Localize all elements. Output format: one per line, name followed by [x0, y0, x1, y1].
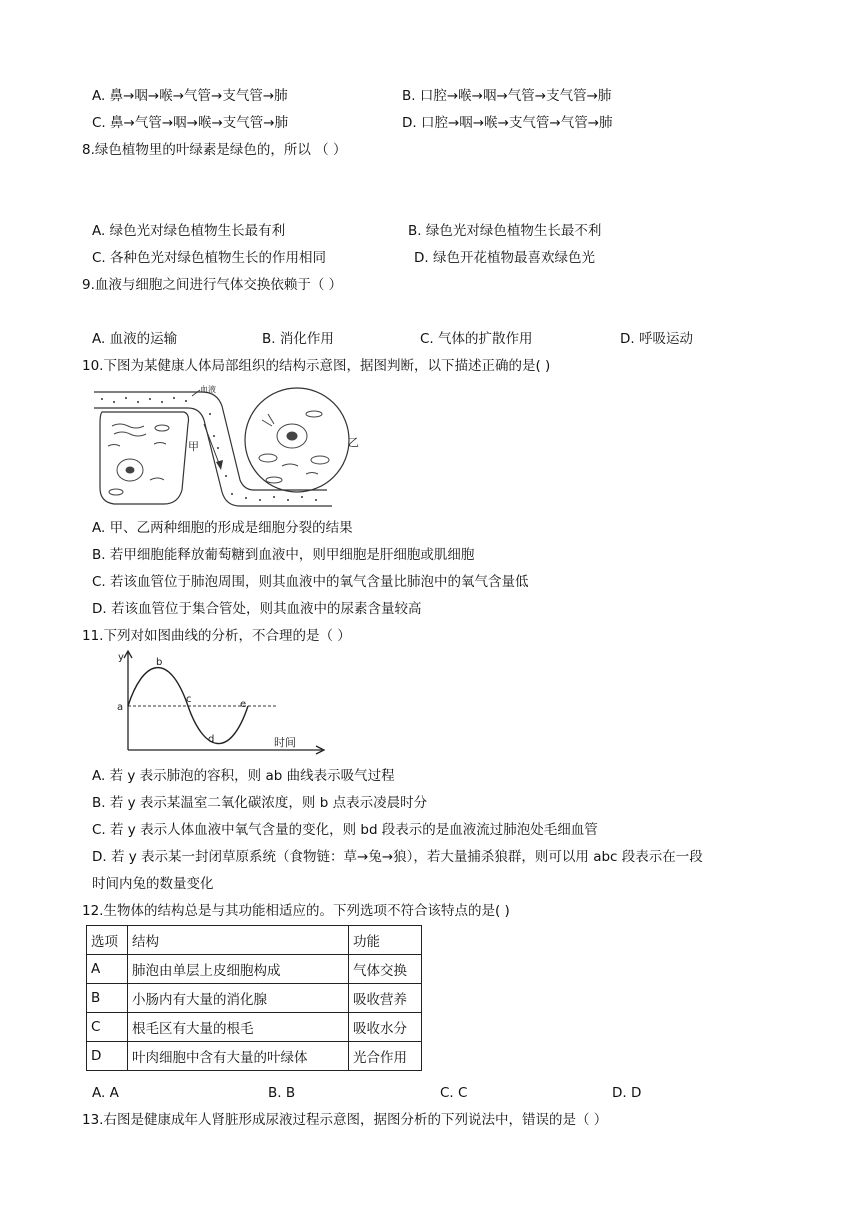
table-cell: 吸收营养 [349, 984, 422, 1013]
q8-option-b: B. 绿色光对绿色植物生长最不利 [408, 223, 602, 239]
q9-option-d: D. 呼吸运动 [620, 331, 693, 347]
q7-option-a: A. 鼻→咽→喉→气管→支气管→肺 [92, 88, 288, 104]
table-cell: 根毛区有大量的根毛 [128, 1013, 349, 1042]
q9-option-c: C. 气体的扩散作用 [420, 331, 533, 347]
q10-stem: 10.下图为某健康人体局部组织的结构示意图，据图判断，以下描述正确的是( ) [82, 358, 551, 374]
q12-option-d: D. D [612, 1085, 642, 1101]
q12-option-c: C. C [440, 1085, 468, 1101]
q9-stem: 9.血液与细胞之间进行气体交换依赖于（ ） [82, 277, 343, 293]
q11-option-a: A. 若 y 表示肺泡的容积，则 ab 曲线表示吸气过程 [92, 768, 395, 784]
q12-table [86, 925, 422, 1071]
table-row [87, 1013, 422, 1042]
q11-label-d: d [208, 734, 215, 745]
q7-option-c: C. 鼻→气管→咽→喉→支气管→肺 [92, 115, 289, 131]
table-cell: 气体交换 [349, 955, 422, 984]
q10-option-a: A. 甲、乙两种细胞的形成是细胞分裂的结果 [92, 520, 353, 536]
q7-option-d: D. 口腔→咽→喉→支气管→气管→肺 [402, 115, 613, 131]
q11-curve-figure [112, 648, 332, 756]
table-cell: 光合作用 [349, 1042, 422, 1071]
q12-option-a: A. A [92, 1085, 119, 1101]
table-cell: 叶肉细胞中含有大量的叶绿体 [128, 1042, 349, 1071]
table-row [87, 955, 422, 984]
q11-label-c: c [186, 694, 192, 705]
table-cell: 吸收水分 [349, 1013, 422, 1042]
table-header-cell: 选项 [87, 926, 128, 955]
table-row [87, 1042, 422, 1071]
table-header-cell: 功能 [349, 926, 422, 955]
q11-option-d-continued: 时间内兔的数量变化 [92, 876, 214, 892]
q10-option-c: C. 若该血管位于肺泡周围，则其血液中的氧气含量比肺泡中的氧气含量低 [92, 574, 529, 590]
table-cell: 肺泡由单层上皮细胞构成 [128, 955, 349, 984]
q11-label-a: a [117, 702, 124, 713]
table-header-cell: 结构 [128, 926, 349, 955]
q8-option-a: A. 绿色光对绿色植物生长最有利 [92, 223, 286, 239]
q11-label-e: e [240, 699, 247, 710]
q10-option-d: D. 若该血管位于集合管处，则其血液中的尿素含量较高 [92, 601, 422, 617]
q11-option-b: B. 若 y 表示某温室二氧化碳浓度，则 b 点表示凌晨时分 [92, 795, 428, 811]
q8-option-c: C. 各种色光对绿色植物生长的作用相同 [92, 250, 327, 266]
table-row [87, 984, 422, 1013]
q10-option-b: B. 若甲细胞能释放葡萄糖到血液中，则甲细胞是肝细胞或肌细胞 [92, 547, 475, 563]
q11-label-b: b [156, 657, 163, 668]
table-cell: C [87, 1013, 128, 1042]
q11-option-c: C. 若 y 表示人体血液中氧气含量的变化，则 bd 段表示的是血液流过肺泡处毛细血管 [92, 822, 598, 838]
q10-label-yi: 乙 [348, 436, 359, 449]
q9-option-b: B. 消化作用 [262, 331, 334, 347]
table-cell: D [87, 1042, 128, 1071]
q11-label-time: 时间 [274, 736, 296, 749]
q11-label-y: y [118, 652, 124, 663]
table-header-row [87, 926, 422, 955]
table-cell: B [87, 984, 128, 1013]
q10-label-jia: 甲 [188, 440, 199, 453]
q13-stem: 13.右图是健康成年人肾脏形成尿液过程示意图，据图分析的下列说法中，错误的是（ ） [82, 1112, 608, 1128]
table-cell: 小肠内有大量的消化腺 [128, 984, 349, 1013]
q11-option-d: D. 若 y 表示某一封闭草原系统（食物链：草→兔→狼），若大量捕杀狼群，则可以用 abc 段表示在一段 [92, 849, 703, 865]
q11-stem: 11.下列对如图曲线的分析，不合理的是（ ） [82, 628, 351, 644]
table-cell: A [87, 955, 128, 984]
q12-stem: 12.生物体的结构总是与其功能相适应的。下列选项不符合该特点的是( ) [82, 903, 510, 919]
q8-stem: 8.绿色植物里的叶绿素是绿色的，所以 （ ） [82, 142, 347, 158]
q7-option-b: B. 口腔→喉→咽→气管→支气管→肺 [402, 88, 612, 104]
q8-option-d: D. 绿色开花植物最喜欢绿色光 [414, 250, 595, 266]
q9-option-a: A. 血液的运输 [92, 331, 178, 347]
q10-tissue-figure [92, 384, 362, 512]
q12-option-b: B. B [268, 1085, 296, 1101]
q10-label-blood: 血液 [200, 385, 216, 394]
